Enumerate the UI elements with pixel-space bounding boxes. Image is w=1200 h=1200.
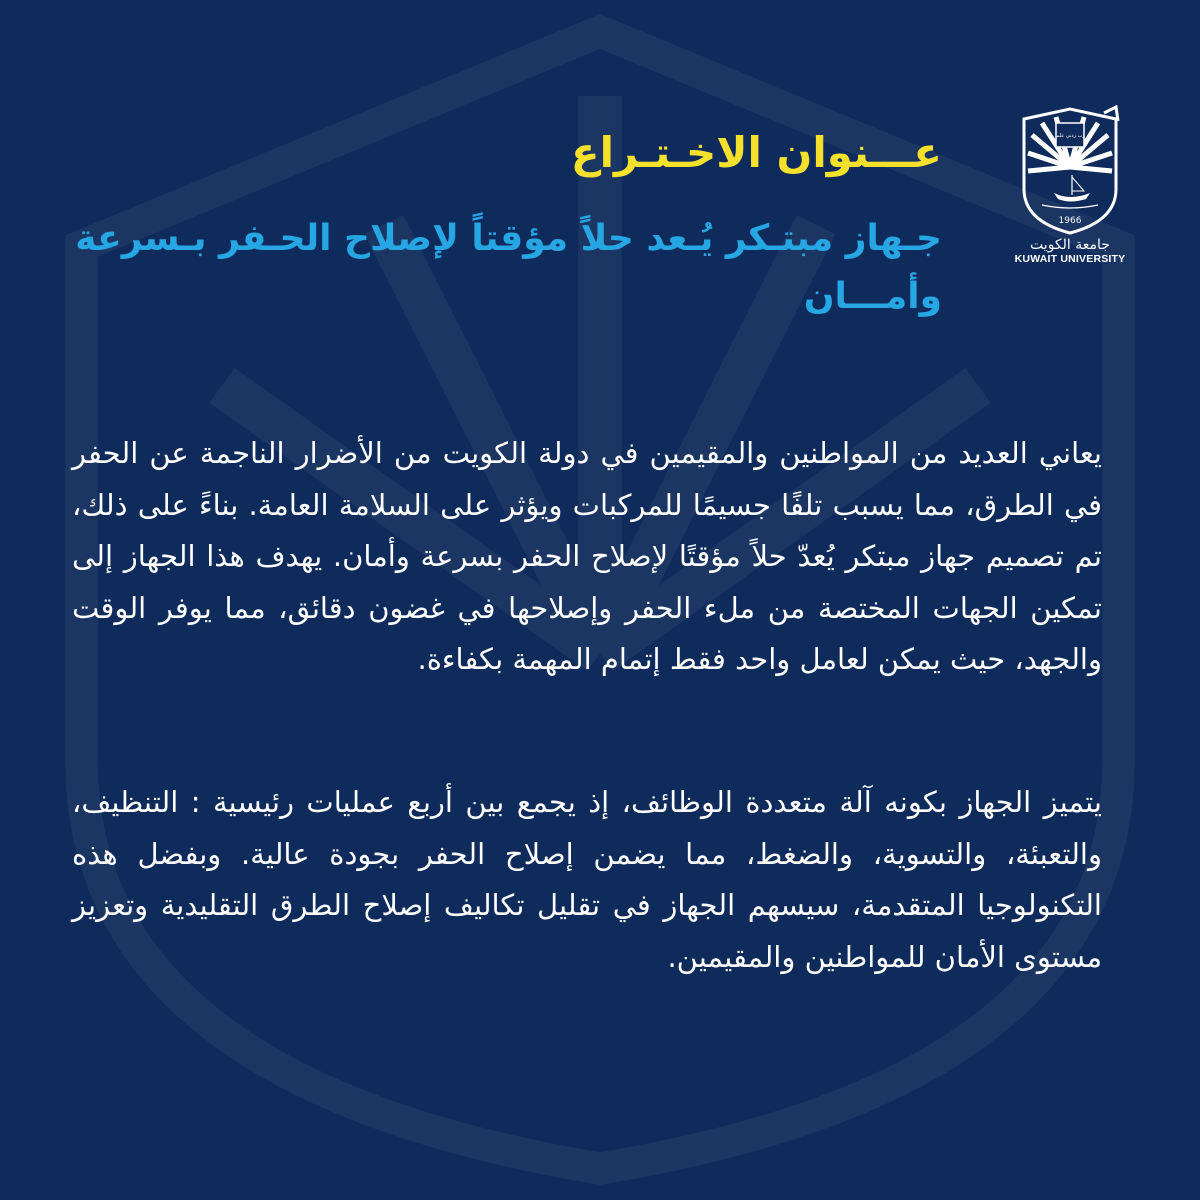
kuwait-university-logo [1010,105,1130,285]
invention-title-heading: عـــنوان الاخـتـراع [570,128,942,177]
description-paragraph-2: يتميز الجهاز بكونه آلة متعددة الوظائف، إذ يجمع بين أربع عمليات رئيسية : التنظيف، والتعبئة، والتسوية، والضغط، مما يضمن إصلاح الحفر بجودة عالية. وبفضل هذه التكنولوجيا المتقدمة، سيسهم الجهاز في تقليل تكاليف إصلاح الطرق التقليدية وتعزيز مستوى الأمان للمواطنين والمقيمين. [72,785,1102,974]
university-name-english: KUWAIT UNIVERSITY [1014,253,1126,265]
university-name-arabic: جامعة الكويت [1030,237,1110,253]
university-shield-icon [1018,105,1122,235]
logo-year: 1966 [1058,216,1082,226]
invention-subtitle: جـهاز مبتـكر يُـعد حلاً مؤقتاً لإصلاح الحـفر بـسرعة وأمـــان [75,218,942,317]
description-paragraph-1: يعاني العديد من المواطنين والمقيمين في دولة الكويت من الأضرار الناجمة عن الحفر في الطرق، مما يسبب تلفًا جسيمًا للمركبات ويؤثر على السلامة العامة. بناءً على ذلك، تم تصميم جهاز مبتكر يُعدّ حلاً مؤقتًا لإصلاح الحفر بسرعة وأمان. يهدف هذا الجهاز إلى تمكين الجهات المختصة من ملء الحفر وإصلاحها في غضون دقائق، مما يوفر الوقت والجهد، حيث يمكن لعامل واحد فقط إتمام المهمة بكفاءة. [72,436,1102,676]
logo-motto: رب زدني علما [1055,133,1085,139]
